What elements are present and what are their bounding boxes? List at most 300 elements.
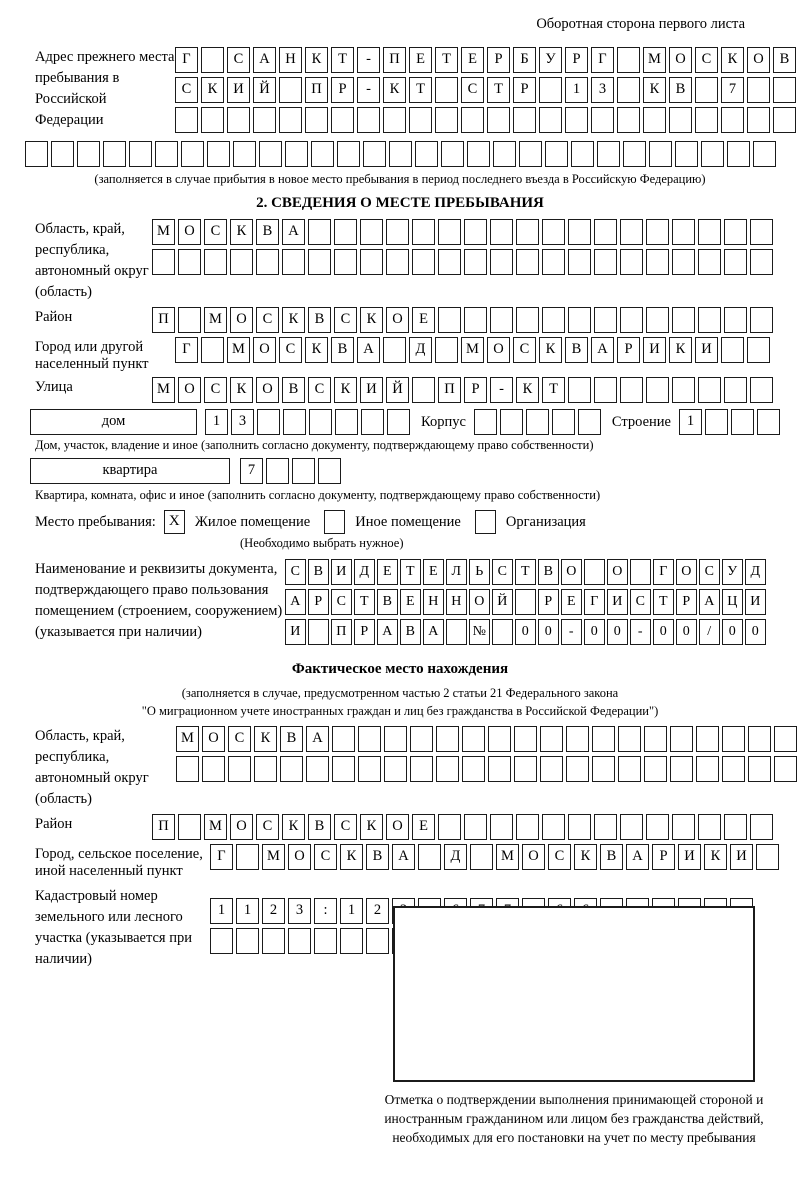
char-box[interactable] [360,219,383,245]
char-box[interactable] [672,249,695,275]
char-box[interactable] [332,726,355,752]
char-box[interactable] [568,377,591,403]
char-box[interactable] [415,141,438,167]
char-box[interactable] [412,377,435,403]
char-box[interactable]: У [722,559,743,585]
char-box[interactable] [568,307,591,333]
char-box[interactable] [630,559,651,585]
char-box[interactable]: А [285,589,306,615]
char-box[interactable] [672,219,695,245]
char-box[interactable] [515,589,536,615]
char-box[interactable] [526,409,549,435]
char-box[interactable] [698,219,721,245]
char-box[interactable]: С [308,377,331,403]
char-box[interactable] [436,756,459,782]
char-box[interactable] [618,756,641,782]
char-box[interactable]: Е [423,559,444,585]
char-box[interactable]: П [383,47,406,73]
char-box[interactable]: Е [461,47,484,73]
char-box[interactable] [175,107,198,133]
char-box[interactable] [747,77,770,103]
char-box[interactable] [646,814,669,840]
char-box[interactable]: А [626,844,649,870]
char-box[interactable] [487,107,510,133]
char-box[interactable] [387,409,410,435]
char-box[interactable]: Р [676,589,697,615]
char-box[interactable]: О [230,307,253,333]
char-box[interactable] [519,141,542,167]
char-box[interactable]: В [565,337,588,363]
char-box[interactable]: Р [308,589,329,615]
char-box[interactable]: С [256,814,279,840]
char-box[interactable] [540,756,563,782]
char-box[interactable] [386,219,409,245]
char-box[interactable]: К [704,844,727,870]
char-box[interactable]: 1 [679,409,702,435]
char-box[interactable] [568,814,591,840]
char-box[interactable] [308,249,331,275]
char-box[interactable] [446,619,467,645]
char-box[interactable] [383,107,406,133]
char-box[interactable]: С [513,337,536,363]
char-box[interactable]: Т [400,559,421,585]
char-box[interactable] [467,141,490,167]
char-box[interactable] [724,219,747,245]
char-box[interactable] [669,107,692,133]
char-box[interactable] [620,249,643,275]
char-box[interactable] [698,307,721,333]
char-box[interactable] [438,219,461,245]
char-box[interactable]: С [492,559,513,585]
char-box[interactable] [594,814,617,840]
char-box[interactable]: С [227,47,250,73]
char-box[interactable]: Н [446,589,467,615]
char-box[interactable] [568,249,591,275]
stay-option-organization-checkbox[interactable] [475,510,496,534]
korpus-boxes[interactable] [474,409,604,435]
char-box[interactable] [747,107,770,133]
char-box[interactable]: С [204,219,227,245]
char-box[interactable] [705,409,728,435]
char-box[interactable] [617,107,640,133]
char-box[interactable] [389,141,412,167]
char-box[interactable]: П [152,814,175,840]
char-box[interactable] [724,307,747,333]
char-box[interactable] [698,249,721,275]
char-box[interactable]: В [308,307,331,333]
char-box[interactable]: О [607,559,628,585]
char-box[interactable] [748,756,771,782]
char-box[interactable]: 0 [607,619,628,645]
char-box[interactable]: Й [386,377,409,403]
char-box[interactable]: Д [354,559,375,585]
char-box[interactable] [617,77,640,103]
char-box[interactable]: И [285,619,306,645]
char-box[interactable]: Е [412,814,435,840]
char-box[interactable]: С [699,559,720,585]
char-box[interactable]: П [438,377,461,403]
char-box[interactable] [545,141,568,167]
char-box[interactable] [462,726,485,752]
char-box[interactable] [490,307,513,333]
char-box[interactable] [464,307,487,333]
char-box[interactable]: / [699,619,720,645]
char-box[interactable]: Ц [722,589,743,615]
char-box[interactable]: С [334,814,357,840]
char-box[interactable]: К [383,77,406,103]
char-box[interactable]: С [314,844,337,870]
char-box[interactable]: Й [253,77,276,103]
char-box[interactable]: Т [354,589,375,615]
stroenie-boxes[interactable] [679,409,783,435]
char-box[interactable]: И [360,377,383,403]
char-box[interactable]: Д [409,337,432,363]
char-box[interactable] [283,409,306,435]
char-box[interactable]: М [204,307,227,333]
char-box[interactable] [279,107,302,133]
char-box[interactable] [618,726,641,752]
char-box[interactable]: К [340,844,363,870]
previous-address-row-1[interactable] [175,47,799,73]
char-box[interactable]: Т [542,377,565,403]
char-box[interactable] [334,249,357,275]
char-box[interactable] [696,756,719,782]
char-box[interactable] [731,409,754,435]
char-box[interactable]: В [331,337,354,363]
char-box[interactable]: Г [584,589,605,615]
char-box[interactable]: Д [444,844,467,870]
char-box[interactable]: О [253,337,276,363]
char-box[interactable]: М [176,726,199,752]
char-box[interactable] [227,107,250,133]
char-box[interactable] [750,307,773,333]
char-box[interactable] [262,928,285,954]
char-box[interactable] [129,141,152,167]
char-box[interactable] [646,219,669,245]
char-box[interactable]: 0 [653,619,674,645]
char-box[interactable] [210,928,233,954]
char-box[interactable]: В [377,589,398,615]
char-box[interactable] [623,141,646,167]
char-box[interactable] [152,249,175,275]
char-box[interactable] [722,726,745,752]
char-box[interactable] [539,107,562,133]
char-box[interactable]: Ь [469,559,490,585]
char-box[interactable]: Т [435,47,458,73]
actual-city-row[interactable] [210,844,782,870]
char-box[interactable]: А [591,337,614,363]
char-box[interactable] [675,141,698,167]
char-box[interactable]: А [423,619,444,645]
char-box[interactable]: Г [210,844,233,870]
char-box[interactable] [493,141,516,167]
char-box[interactable] [176,756,199,782]
char-box[interactable]: Й [492,589,513,615]
char-box[interactable]: С [630,589,651,615]
char-box[interactable]: 1 [340,898,363,924]
char-box[interactable] [646,249,669,275]
char-box[interactable]: Е [561,589,582,615]
char-box[interactable]: 1 [565,77,588,103]
char-box[interactable] [318,458,341,484]
char-box[interactable] [308,619,329,645]
char-box[interactable]: Б [513,47,536,73]
char-box[interactable] [305,107,328,133]
char-box[interactable]: № [469,619,490,645]
char-box[interactable] [230,249,253,275]
char-box[interactable]: С [334,307,357,333]
char-box[interactable] [435,77,458,103]
char-box[interactable] [695,77,718,103]
char-box[interactable] [282,249,305,275]
char-box[interactable] [649,141,672,167]
char-box[interactable] [253,107,276,133]
char-box[interactable]: О [386,307,409,333]
char-box[interactable] [308,219,331,245]
char-box[interactable] [360,249,383,275]
char-box[interactable]: О [288,844,311,870]
char-box[interactable] [565,107,588,133]
char-box[interactable]: С [461,77,484,103]
char-box[interactable] [750,249,773,275]
char-box[interactable]: И [227,77,250,103]
char-box[interactable]: С [204,377,227,403]
char-box[interactable] [773,107,796,133]
char-box[interactable]: 1 [236,898,259,924]
char-box[interactable] [464,249,487,275]
char-box[interactable] [335,409,358,435]
char-box[interactable]: Т [515,559,536,585]
char-box[interactable] [306,756,329,782]
char-box[interactable] [617,47,640,73]
document-row-2[interactable] [285,589,768,615]
char-box[interactable] [201,47,224,73]
char-box[interactable]: В [256,219,279,245]
char-box[interactable] [474,409,497,435]
char-box[interactable]: 1 [210,898,233,924]
char-box[interactable] [384,756,407,782]
char-box[interactable]: 3 [288,898,311,924]
char-box[interactable] [418,844,441,870]
char-box[interactable]: Р [513,77,536,103]
char-box[interactable] [727,141,750,167]
char-box[interactable]: О [178,377,201,403]
char-box[interactable]: И [643,337,666,363]
char-box[interactable] [462,756,485,782]
char-box[interactable]: Р [331,77,354,103]
char-box[interactable]: О [202,726,225,752]
char-box[interactable]: В [400,619,421,645]
district-row[interactable] [152,307,776,333]
char-box[interactable]: У [539,47,562,73]
char-box[interactable]: К [669,337,692,363]
char-box[interactable]: Р [652,844,675,870]
char-box[interactable] [539,77,562,103]
char-box[interactable]: - [630,619,651,645]
char-box[interactable]: Г [175,337,198,363]
char-box[interactable]: В [366,844,389,870]
char-box[interactable] [513,107,536,133]
char-box[interactable] [178,249,201,275]
char-box[interactable]: Д [745,559,766,585]
char-box[interactable] [591,107,614,133]
char-box[interactable] [750,219,773,245]
char-box[interactable]: : [314,898,337,924]
char-box[interactable]: 0 [745,619,766,645]
char-box[interactable] [361,409,384,435]
char-box[interactable]: К [360,307,383,333]
char-box[interactable]: М [496,844,519,870]
char-box[interactable]: С [256,307,279,333]
char-box[interactable] [257,409,280,435]
char-box[interactable]: Г [653,559,674,585]
stay-option-residential-checkbox[interactable]: X [164,510,185,534]
char-box[interactable] [51,141,74,167]
char-box[interactable] [280,756,303,782]
char-box[interactable]: Г [175,47,198,73]
char-box[interactable] [266,458,289,484]
char-box[interactable]: 3 [231,409,254,435]
char-box[interactable]: 0 [722,619,743,645]
char-box[interactable]: С [228,726,251,752]
char-box[interactable]: В [308,559,329,585]
char-box[interactable] [542,219,565,245]
char-box[interactable]: 0 [515,619,536,645]
char-box[interactable] [409,107,432,133]
char-box[interactable] [410,726,433,752]
char-box[interactable] [542,249,565,275]
char-box[interactable]: В [538,559,559,585]
char-box[interactable]: 2 [262,898,285,924]
char-box[interactable]: Л [446,559,467,585]
char-box[interactable] [643,107,666,133]
char-box[interactable] [695,107,718,133]
char-box[interactable] [594,307,617,333]
char-box[interactable] [747,337,770,363]
char-box[interactable] [594,377,617,403]
char-box[interactable] [292,458,315,484]
char-box[interactable] [314,928,337,954]
char-box[interactable]: М [204,814,227,840]
char-box[interactable]: В [669,77,692,103]
char-box[interactable] [646,307,669,333]
char-box[interactable] [773,77,796,103]
char-box[interactable] [363,141,386,167]
char-box[interactable]: 2 [366,898,389,924]
char-box[interactable] [435,337,458,363]
char-box[interactable] [233,141,256,167]
char-box[interactable]: К [721,47,744,73]
char-box[interactable] [594,249,617,275]
char-box[interactable]: Р [617,337,640,363]
char-box[interactable] [470,844,493,870]
house-number-boxes[interactable] [205,409,413,435]
char-box[interactable] [722,756,745,782]
char-box[interactable] [201,107,224,133]
char-box[interactable]: К [230,377,253,403]
char-box[interactable] [672,307,695,333]
char-box[interactable] [309,409,332,435]
char-box[interactable]: В [773,47,796,73]
char-box[interactable] [488,756,511,782]
char-box[interactable] [696,726,719,752]
char-box[interactable] [464,219,487,245]
char-box[interactable] [500,409,523,435]
char-box[interactable] [620,219,643,245]
previous-address-row-2[interactable] [175,77,799,103]
char-box[interactable]: О [561,559,582,585]
char-box[interactable] [516,249,539,275]
char-box[interactable] [288,928,311,954]
char-box[interactable] [412,219,435,245]
char-box[interactable]: К [574,844,597,870]
char-box[interactable] [542,814,565,840]
char-box[interactable]: И [695,337,718,363]
char-box[interactable] [620,814,643,840]
char-box[interactable]: - [561,619,582,645]
char-box[interactable]: М [461,337,484,363]
char-box[interactable]: И [730,844,753,870]
char-box[interactable] [337,141,360,167]
char-box[interactable]: Р [487,47,510,73]
char-box[interactable]: 0 [538,619,559,645]
char-box[interactable] [620,307,643,333]
char-box[interactable]: К [305,47,328,73]
char-box[interactable] [492,619,513,645]
char-box[interactable] [490,249,513,275]
char-box[interactable]: И [331,559,352,585]
char-box[interactable] [410,756,433,782]
char-box[interactable]: К [516,377,539,403]
char-box[interactable] [436,726,459,752]
char-box[interactable] [516,307,539,333]
char-box[interactable] [698,377,721,403]
char-box[interactable]: 1 [205,409,228,435]
char-box[interactable] [332,756,355,782]
char-box[interactable] [571,141,594,167]
char-box[interactable]: П [305,77,328,103]
char-box[interactable] [724,249,747,275]
char-box[interactable]: П [331,619,352,645]
apartment-type-box[interactable]: квартира [30,458,230,484]
char-box[interactable] [540,726,563,752]
actual-district-row[interactable] [152,814,776,840]
char-box[interactable]: М [643,47,666,73]
char-box[interactable]: И [678,844,701,870]
char-box[interactable] [592,756,615,782]
char-box[interactable]: К [539,337,562,363]
char-box[interactable] [340,928,363,954]
char-box[interactable]: К [282,307,305,333]
char-box[interactable]: В [600,844,623,870]
char-box[interactable]: О [487,337,510,363]
char-box[interactable] [254,756,277,782]
char-box[interactable] [578,409,601,435]
char-box[interactable] [285,141,308,167]
char-box[interactable]: В [280,726,303,752]
document-row-3[interactable] [285,619,768,645]
char-box[interactable] [334,219,357,245]
char-box[interactable]: Е [412,307,435,333]
char-box[interactable]: О [230,814,253,840]
char-box[interactable]: М [152,219,175,245]
char-box[interactable] [228,756,251,782]
char-box[interactable] [207,141,230,167]
char-box[interactable] [331,107,354,133]
char-box[interactable]: Н [423,589,444,615]
char-box[interactable]: А [377,619,398,645]
char-box[interactable]: А [699,589,720,615]
